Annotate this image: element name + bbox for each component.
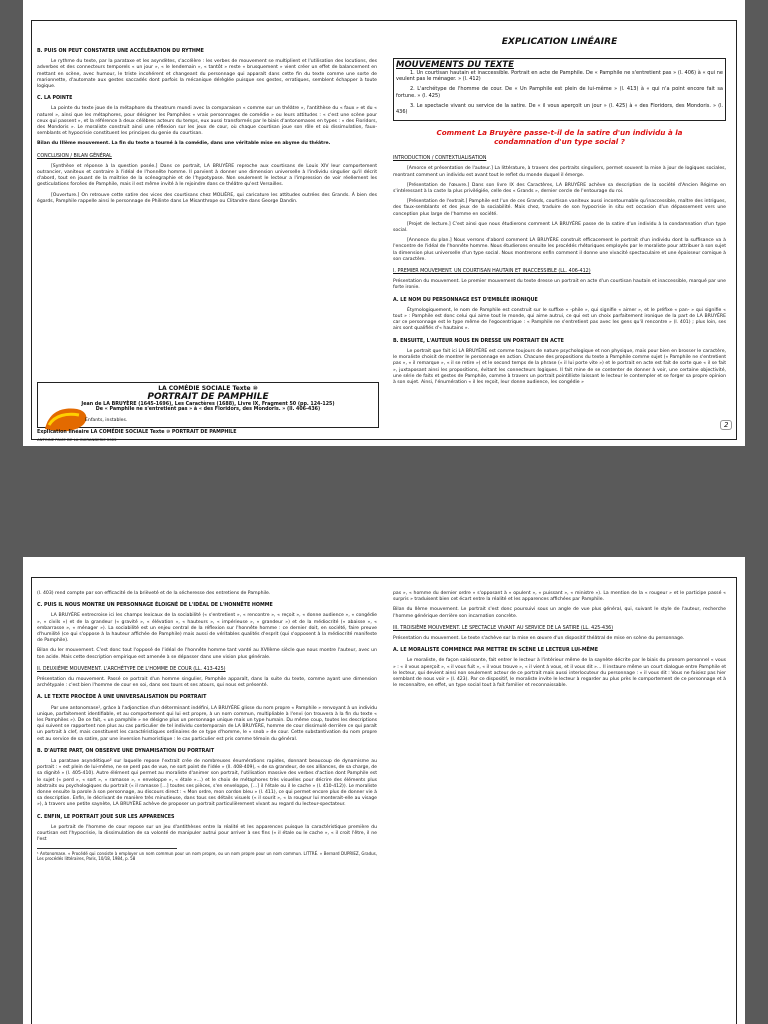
section-heading: C. LA POINTE [37, 96, 73, 102]
footnote: ¹ Antonomase. « Procédé qui consiste à employer un nom commun pour un nom propre, ou un nom propre pour un nom commun. LITTRÉ. » Bernard DUPRIEZ, Gradus, Les procédés littéraires, Paris, 10/18, 1984, p. 58 [37, 850, 377, 861]
part-heading: II. DEUXIÈME MOUVEMENT. L'ARCHÉTYPE DE L'HOMME DE COUR (LL. 413-425) [37, 666, 226, 672]
right-column [393, 591, 726, 693]
section-heading: C. ENFIN, LE PORTRAIT JOUE SUR LES APPARENCES [37, 814, 175, 820]
paragraph: Bilan du IIIème mouvement. La fin du texte a tourné à la comédie, dans une véritable mise en abyme du théâtre. [37, 141, 331, 147]
title-line-1: LA COMÉDIE SOCIALE Texte ⑩ [158, 385, 258, 392]
title-line-2: PORTRAIT DE PAMPHILE [147, 392, 269, 402]
section-heading: A. LE MORALISTE COMMENCE PAR METTRE EN SCÈNE LE LECTEUR LUI-MÊME [393, 648, 598, 654]
paragraph: La pointe du texte joue de la métaphore du theatrum mundi avec la comparaison « comme sur un théâtre », l'antithèse du « faux » et du « naturel », ainsi que les métaphores, pour désigner les Pamphiles « vrais personnages de comédie » ou leurs attitudes : « c'est une scène pour ceux qui passent », et la référence à deux célèbres acteurs du temps, eux aussi transformés par le biais d'antonomases en types : « des Floridors, des Mondoris ». Le moraliste construit ainsi une réflexion sur les jeux de cour, où chaque courtisan joue son rôle et où dissimulation, faux-semblants et hypocrisie constituent les principes du genie du courtisan. [37, 106, 377, 137]
paragraph: Présentation du mouvement. Le premier mouvement du texte dresse un portrait en acte d'un courtisan hautain et inaccessible, marqué par une forte ironie. [393, 279, 726, 291]
paragraph: [Présentation de l'extrait.] Pamphile est l'un de ces Grands, courtisan vaniteux aussi incontournable qu'inaccessible, maître des intrigues, des faux-semblants et des jeux de la sociabilité. Mais chez, traduire de son hypocrisie in situ est occasion d'un dépassement vers une conception plus large de l'homme en société. [393, 199, 726, 217]
section-heading: C. PUIS IL NOUS MONTRE UN PERSONNAGE ÉLOIGNÉ DE L'IDÉAL DE L'HONNÊTE HOMME [37, 603, 273, 609]
paragraph: Le moraliste, de façon saisissante, fait entrer le lecteur à l'intérieur même de la saynète décrite par le biais du pronom personnel « vous » : « il vous aperçoit », « il vous fuit », « il vous trouve », « il vient à vous, et il vous dit »… Il instaure même un court dialogue entre Pamphile et le lecteur, qui devient ainsi non seulement acteur de ce portrait mais aussi interlocuteur du personnage : « il vous dit : Vous ne faisiez pas hier semblant de nous voir » (l. 423). Par ce dispositif, le moraliste invite le lecteur à regarder au plus près le comportement de ce personnage et à le reconnaître, en effet, un type social tout à fait familier et reconnaissable. [393, 658, 726, 689]
paragraph: [Projet de lecture.] C'est ainsi que nous étudierons comment LA BRUYÈRE passe de la satire d'un individu à la condamnation d'un type social. [393, 221, 726, 234]
conclusion-heading: CONCLUSION / BILAN GÉNÉRAL [37, 153, 112, 159]
document-page-1 [23, 0, 745, 446]
paragraph: La parataxe asyndétique² sur laquelle repose l'extrait crée de nombreuses énumérations rapides, donnant beaucoup de dynamisme au portrait : « est plein de lui-même, ne se perd pas de vue, ne sort point de l'idée » (ll. 408-409), « de sa grandeur, de ses alliances, de sa charge, de sa dignité » (l. 405-410). Autre élément qui permet au moraliste d'animer son portrait, l'utilisation massive des verbes d'action dont Pamphile est le sujet (« perd », « sort », « ramasse », « enveloppe », « étale »…) et le choix de métaphores très visuelles pour décrire des éléments plus abstraits ou psychologiques du portrait (« il ramasse […] toutes ses pièces, s'en enveloppe, […] il l'étale ou il le cache » (l. 410-412)). Le moraliste donne ensuite la parole à son personnage, au discours direct : « Mon ordre, mon cordon bleu » (l. 411), ce qui permet encore plus de donner vie à sa description. Enfin, le décrivant de manière très minutieuse, dans tous ses détails visuels (« il sourit », « la rougeur lui monterait-elle au visage »), à travers une petite saynète, LA BRUYÈRE achève de proposer un portrait particulièrement vivant au regard du lecteur-spectateur. [37, 759, 377, 808]
caption: Explication linéaire LA COMÉDIE SOCIALE Texte ⑩ PORTRAIT DE PAMPHILE [37, 430, 237, 435]
author-credit: ANTOINE PAVIE DE LA GUIRANDERIE 2022 [37, 437, 117, 442]
paragraph: Bilan du Ier mouvement. C'est donc tout l'opposé de l'idéal de l'honnête homme tant vanté au XVIIème siècle que nous montre l'auteur, avec un ton acide. Mais cette description empirique est amenée à se dépasser dans une vision plus générale. [37, 648, 377, 660]
logo-tagline: Enfants, instables. [85, 418, 128, 423]
section-heading: B. PUIS ON PEUT CONSTATER UNE ACCÉLÉRATION DU RYTHME [37, 49, 204, 54]
paragraph: Le portrait que fait ici LA BRUYÈRE est comme toujours de nature psychologique et non physique, mais pour bien en brosser le caractère, le moraliste choisit de montrer le personnage en action. Chacune des propositions du texte a Pamphile comme sujet (« Pamphile ne s'entretient pas », « il remarque », « il se retire ») et le second temps de la phrase (« il lui porte vite ») et le portrait en acte est fait de sorte que « il se fait », juxtaposant ainsi les propositions, évitant les connecteurs logiques. Il fait mine de se contenter de donner à voir, une certaine objectivité, une série de faits et gestes de Pamphile, comme à travers un portrait pointilliste laissant le lecteur le contempler et se forger sa propre opinion à son sujet. Ainsi, l'énumération « il les reçoit, leur donne audience, les congédie » [393, 348, 726, 385]
paragraph: Le rythme du texte, par la parataxe et les asyndètes, s'accélère : les verbes de mouvement se multiplient et l'utilisation des locutions, des adverbes et des connecteurs temporels « un jour », « le lendemain », « tantôt » reste « brusquement » vient créer un effet de balancement en mettant en scène, avec humour, le triste incohérent et changeant du personnage qui apparaît dans cette fin du texte comme une sorte de marionnette, d'automate aux gestes saccadés dont parfois la mécanique dérèglée puisque ses gestes, erratiques, semblent échapper à toute logique. [37, 59, 377, 90]
paragraph: Bilan du IIème mouvement. Le portrait s'est donc poursuivi sous un angle de vue plus général, qui, suivant le style de l'auteur, recherche l'homme générique derrière son incarnation concrète. [393, 607, 726, 619]
paragraph: (l. 403) rend compte par son efficacité de la brièveté et de la sécheresse des entretiens de Pamphile. [37, 591, 271, 596]
paragraph: pas », « homme du dernier ordre » s'opposant à « opulent », « puissant », « ministre »). La mention de la « rougeur » et le participe passé « surpris » traduisent bien cet écart entre la réalité et les apparences affichées par Pamphile. [393, 591, 726, 603]
paragraph: Étymologiquement, le nom de Pamphile est construit sur le suffixe « -phile », qui signifie « aimer », et le préfixe « pan- » qui signifie « tout » : Pamphile est donc celui qui aime tout le monde, qui aime autrui, ce qui est un choix parfaitement ironique de la part de LA BRUYÈRE car ce personnage est le type même de l'egocentrique : « Pamphile ne s'entretient pas avec les gens qu'il rencontre » (l. 401) ; plus loin, ses airs sont qualifiés d'« hautains ». [393, 307, 726, 332]
research-question: Comment La Bruyère passe-t-il de la satire d'un individu à la condamnation d'un type social ? [436, 128, 683, 146]
section-heading: B. D'AUTRE PART, ON OBSERVE UNE DYNAMISATION DU PORTRAIT [37, 748, 215, 754]
title-line-4: De « Pamphile ne s'entretient pas » à « des Floridors, des Mondoris. » (ll. 406-436) [95, 407, 321, 412]
movement-item: 3. Le spectacle vivant ou service de la satire. De « il vous aperçoit un jour » (l. 425) à « des Floridors, des Mondoris. » (l. 436) [396, 102, 723, 116]
intro-heading: INTRODUCTION / CONTEXTUALISATION [393, 156, 487, 162]
paragraph: [Annonce du plan.] Nous verrons d'abord comment LA BRUYÈRE construit efficacement le portrait d'un individu dont la suffisance va à l'encontre de l'idéal de l'honnête homme. Nous étudierons ensuite les procédés rhétoriques employés par le moraliste pour attribuer à son sujet la dimension plus universelle d'un type social. Nous montrerons enfin comment il donne une vivacité spectaculaire et une épaisseur comique à son caractère. [393, 238, 726, 262]
page-number: 2 [720, 420, 732, 430]
movements-title: MOUVEMENTS DU TEXTE [396, 60, 514, 70]
paragraph: LA BRUYÈRE entrecroise ici les champs lexicaux de la sociabilité (« s'entretient », « rencontre », « reçoit », « donne audience », « congédie », « civils ») et de la grandeur (« gravité », « élévation », « hauteurs », « impérieuse », « grandeur ») et de la médiocrité (« abaisse », « embarrasse », « ménager »). La sociabilité est un enjeu central de la réflexion sur l'honnête homme : ce dernier doit, en société, faire preuve d'humilité (ce qui s'oppose à la hauteur affichée de Pamphile) mais aussi de véritables qualités d'esprit (qui s'opposent à la médiocrité manifeste de Pamphile). [37, 613, 377, 644]
title-line-3: Jean de LA BRUYÈRE (1645-1696), Les Caractères (1688), Livre IX, Fragment 50 (pp. 124-125) [81, 402, 335, 407]
paragraph: [Présentation de l'œuvre.] Dans son livre IX des Caractères, LA BRUYÈRE achève sa description de la société d'Ancien Régime en s'intéressant à la caste la plus privilégiée, celle des « Grands », dernier cercle de l'entourage du roi. [393, 182, 726, 195]
left-column [37, 591, 377, 865]
right-column [393, 30, 726, 390]
movements-box [393, 58, 726, 121]
paragraph: Par une antonomase¹, grâce à l'adjonction d'un déterminant indéfini, LA BRUYÈRE glisse du nom propre « Pamphile » renvoyant à un individu unique, parfaitement identifiable, et au comportement qui lui est propre, à un nom commun, multipliable à l'envi (on trouvera à la fin du texte « les Pamphiles »). De ce fait, « un pamphile » ne désigne plus un personnage unique mais un type humain. Du même coup, toutes les descriptions qui suivent se rapportent non plus au cas particulier de tel individu contemporain de LA BRUYÈRE, homme de cour dissimulé derrière ce qui paraît un portrait à clef, mais constituent les caractéristiques ordinaires de ce type d'homme, le « snob » de cour. Cette substantivation du nom propre est au service de sa satire, par une inversion humoristique : le cas particulier est pris comme témoin du général. [37, 705, 377, 742]
paragraph: [Synthèse et réponse à la question posée.] Dans ce portrait, LA BRUYÈRE reproche aux courtisans de Louis XIV leur comportement outrancier, vaniteux et contraire à l'idéal de l'honnête homme. Il parvient à donner une dimension universelle à l'individu singulier qu'il décrit d'abord, tout en jouant de la maîtrise de la scénographie et de l'hypotypose. Non seulement le lecteur a l'impression de voir réellement les gesticulations forcées de Pamphile, mais il est même invité à le rejoindre dans ce théâtre qu'est Versailles. [37, 163, 377, 188]
paragraph: Présentation du mouvement. Le texte s'achève sur la mise en œuvre d'un dispositif théâtral de mise en scène du personnage. [393, 636, 685, 642]
paragraph: [Amorce et présentation de l'auteur.] La littérature, à travers des portraits singuliers, permet souvent la mise à jour de logiques sociales, montrant comment un individu est avant tout le reflet du monde duquel il émerge. [393, 166, 726, 178]
left-column [37, 43, 377, 209]
section-heading: A. LE NOM DU PERSONNAGE EST D'EMBLÉE IRONIQUE [393, 297, 538, 303]
movement-item: 2. L'archétype de l'homme de cour. De « Un Pamphile est plein de lui-même » (l. 413) à « qui n'a point encore fait sa fortune. » (l. 425) [396, 86, 723, 99]
page-header-title: EXPLICATION LINÉAIRE [501, 37, 618, 47]
section-heading: A. LE TEXTE PROCÈDE À UNE UNIVERSALISATION DU PORTRAIT [37, 695, 207, 701]
paragraph: [Ouverture.] On retrouve cette satire des vices des courtisans chez MOLIÈRE, qui caricature les attitudes outrées des Grands. À bien des égards, Pamphile rappelle ainsi le personnage de Philinte dans Le Misanthrope ou Clitandre dans George Dandin. [37, 192, 377, 204]
movement-item: 1. Un courtisan hautain et inaccessible. Portrait en acte de Pamphile. De « Pamphile ne s'entretient pas » (l. 406) à « qui ne veulent pas le ménager. » (l. 412) [396, 70, 723, 83]
paragraph: Le portrait de l'homme de cour repose sur un jeu d'antithèses entre la réalité et les apparences puisque la caractéristique première du courtisan est l'hypocrisie, la dissimulation de sa volonté de manipuler autrui pour arriver à ses fins (« il étale ou le cache », « il croit l'être, il ne l'est [37, 824, 377, 843]
section-heading: B. ENSUITE, L'AUTEUR NOUS EN DRESSE UN PORTRAIT EN ACTE [393, 338, 564, 344]
paragraph: Présentation du mouvement. Passé ce portrait d'un homme singulier, Pamphile apparaît, dans la suite du texte, comme ayant une dimension archétypale : c'est bien l'homme de cour en soi, dans ses tours et ses atours, qui nous est présenté. [37, 677, 377, 689]
document-page-2 [23, 557, 745, 1024]
part-heading: I. PREMIER MOUVEMENT. UN COURTISAN HAUTAIN ET INACCESSIBLE (LL. 406-412) [393, 269, 591, 275]
footnote-divider [37, 848, 177, 849]
part-heading: III. TROISIÈME MOUVEMENT. LE SPECTACLE VIVANT AU SERVICE DE LA SATIRE (LL. 425-436) [393, 625, 614, 631]
